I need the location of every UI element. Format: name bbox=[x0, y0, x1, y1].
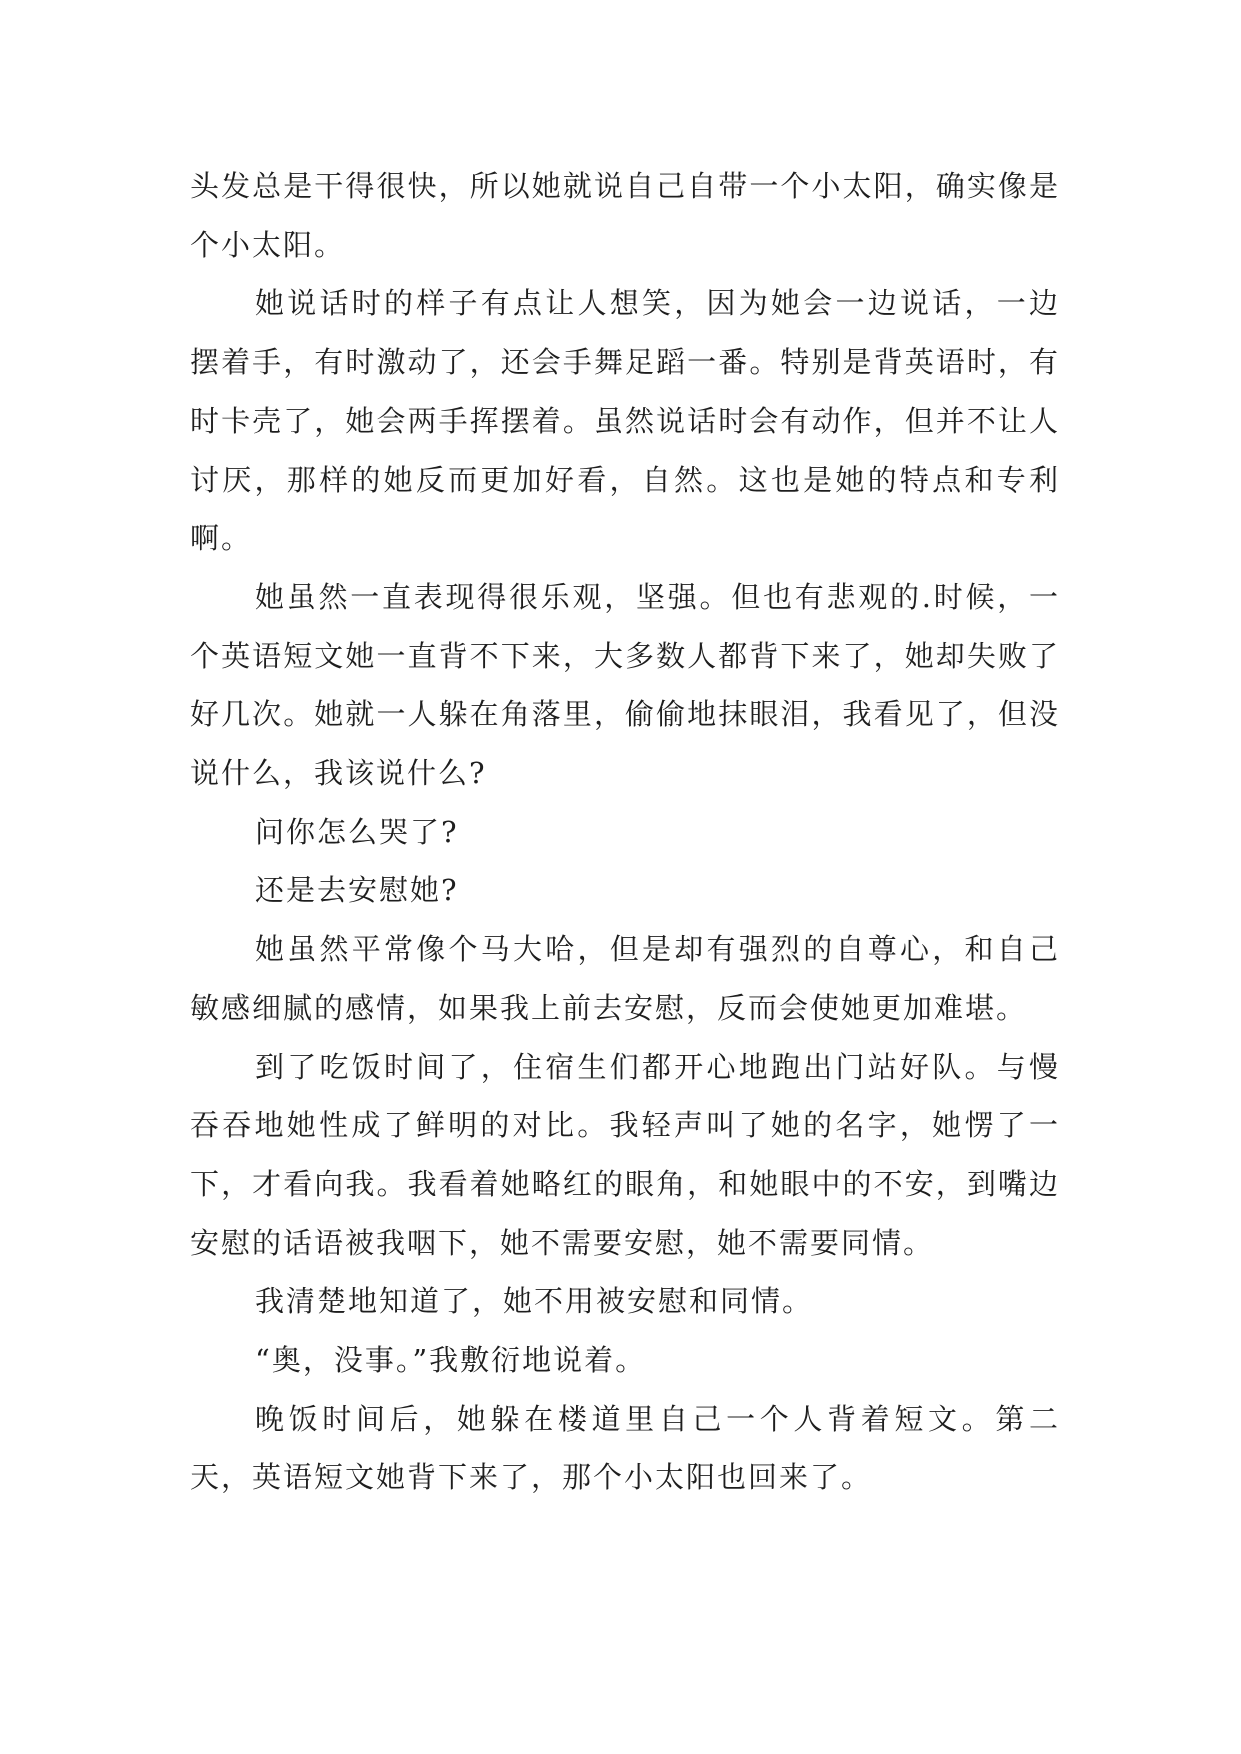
paragraph-1: 头发总是干得很快，所以她就说自己自带一个小太阳，确实像是个小太阳。 bbox=[190, 169, 1060, 262]
paragraph-6: 她虽然平常像个马大哈，但是却有强烈的自尊心，和自己敏感细腻的感情，如果我上前去安慰，反而会使她更加难堪。 bbox=[190, 932, 1060, 1025]
paragraph-7: 到了吃饭时间了，住宿生们都开心地跑出门站好队。与慢吞吞地她性成了鲜明的对比。我轻声叫了她的名字，她愣了一下，才看向我。我看着她略红的眼角，和她眼中的不安，到嘴边安慰的话语被我咽下，她不需要安慰，她不需要同情。 bbox=[190, 1049, 1060, 1260]
paragraph-9: “奥，没事。”我敷衍地说着。 bbox=[255, 1343, 647, 1378]
paragraph-10: 晚饭时间后，她躲在楼道里自己一个人背着短文。第二天，英语短文她背下来了，那个小太阳也回来了。 bbox=[190, 1401, 1060, 1495]
paragraph-3: 她虽然一直表现得很乐观，坚强。但也有悲观的.时候，一个英语短文她一直背不下来，大多数人都背下来了，她却失败了好几次。她就一人躲在角落里，偷偷地抹眼泪，我看见了，但没说什么，我该说什么? bbox=[190, 579, 1060, 791]
paragraph-8: 我清楚地知道了，她不用被安慰和同情。 bbox=[255, 1284, 814, 1319]
paragraph-4: 问你怎么哭了? bbox=[255, 814, 459, 849]
paragraph-5: 还是去安慰她? bbox=[255, 873, 459, 908]
paragraph-2: 她说话时的样子有点让人想笑，因为她会一边说话，一边摆着手，有时激动了，还会手舞足蹈一番。特别是背英语时，有时卡壳了，她会两手挥摆着。虽然说话时会有动作，但并不让人讨厌，那样的她反而更加好看，自然。这也是她的特点和专利啊。 bbox=[190, 286, 1060, 556]
document-body bbox=[190, 157, 1060, 1507]
